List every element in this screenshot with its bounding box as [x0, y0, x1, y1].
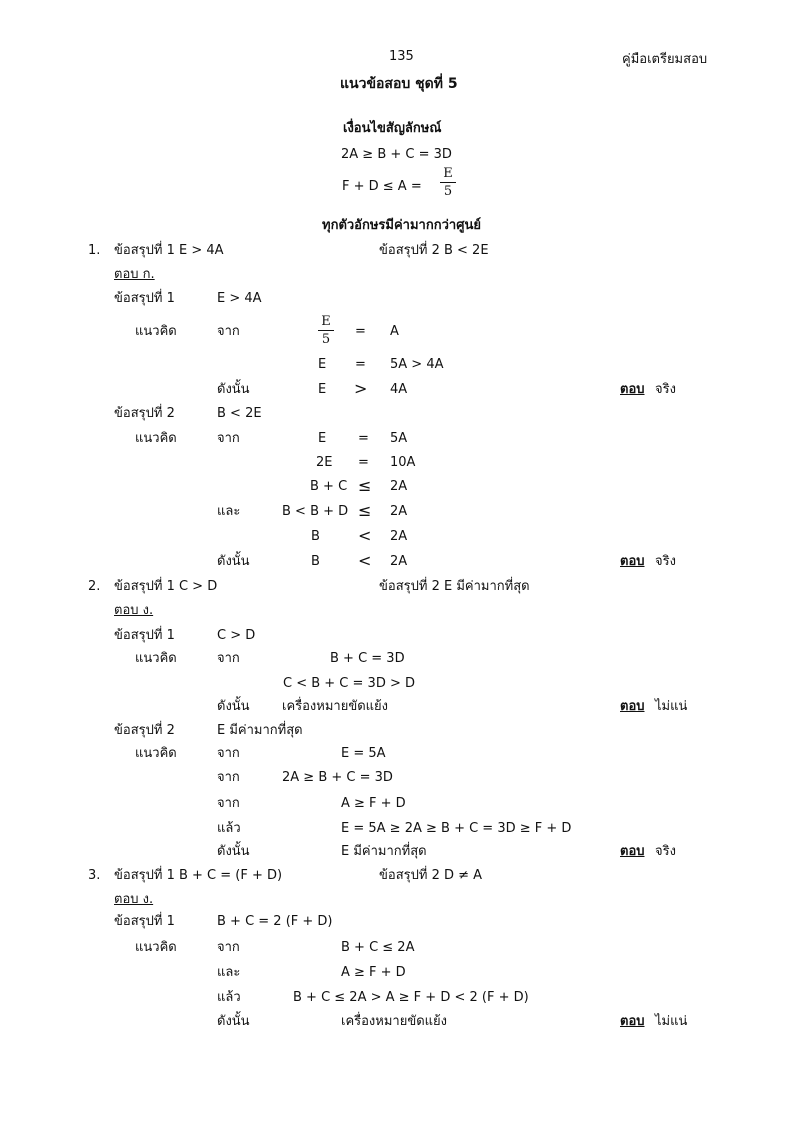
q1-conclusion-1: ข้อสรุปที่ 1 E > 4A — [114, 243, 224, 258]
q1-s2-label: ข้อสรุปที่ 2 — [114, 406, 175, 421]
q1-s2-lhs-5: B — [311, 529, 320, 544]
q1-s1-fraction — [318, 314, 334, 347]
q3-s1-contradiction: เครื่องหมายขัดแย้ง — [341, 1014, 448, 1029]
q1-s2-rhs-3: 2A — [390, 479, 408, 494]
q3-s1-idea: แนวคิด — [135, 940, 177, 955]
fraction-numerator: E — [443, 166, 453, 181]
q2-s1-expr-2: C < B + C = 3D > D — [283, 676, 415, 691]
q3-number: 3. — [88, 868, 101, 883]
q2-s2-expr-5: E มีค่ามากที่สุด — [341, 844, 427, 859]
q2-s2-expr-4: E = 5A ≥ 2A ≥ B + C = 3D ≥ F + D — [341, 821, 572, 836]
q2-s2-from-1: จาก — [217, 746, 240, 761]
q2-s1-statement: C > D — [217, 628, 256, 643]
q1-s2-rhs-4: 2A — [390, 504, 408, 519]
q3-s1-expr-2: A ≥ F + D — [341, 965, 406, 980]
q3-s1-expr-1: B + C ≤ 2A — [341, 940, 415, 955]
q1-s2-lhs-6: B — [311, 554, 320, 569]
fraction-numerator: E — [321, 314, 331, 329]
q1-s2-rhs-1: 5A — [390, 431, 408, 446]
q3-s1-from: จาก — [217, 940, 240, 955]
fraction-bar — [318, 330, 334, 331]
q2-s1-answer-label: ตอบ — [620, 699, 645, 714]
q1-s2-lhs-1: E — [318, 431, 327, 446]
page-title: แนวข้อสอบ ชุดที่ 5 — [340, 76, 458, 92]
q1-s2-rhs-5: 2A — [390, 529, 408, 544]
q1-s1-gt: > — [354, 379, 368, 398]
q2-s2-expr-1: E = 5A — [341, 746, 386, 761]
q1-s1-rhs-1: A — [390, 324, 399, 339]
fraction-bar — [440, 182, 456, 183]
q2-s2-expr-3: A ≥ F + D — [341, 796, 406, 811]
q1-number: 1. — [88, 243, 101, 258]
q1-s1-answer-value: จริง — [655, 382, 676, 397]
q1-s2-idea: แนวคิด — [135, 431, 177, 446]
q2-s1-idea: แนวคิด — [135, 651, 177, 666]
q3-s1-statement: B + C = 2 (F + D) — [217, 914, 333, 929]
q2-s2-answer-label: ตอบ — [620, 844, 645, 859]
book-title: คู่มือเตรียมสอบ — [622, 52, 708, 67]
q1-s2-le-2: ≤ — [358, 501, 372, 520]
q3-s1-and: และ — [217, 965, 241, 980]
fraction-denominator: 5 — [321, 332, 331, 347]
q1-s2-lt-2: < — [358, 551, 372, 570]
q3-s1-answer-label: ตอบ — [620, 1014, 645, 1029]
q1-s2-rhs-2: 10A — [390, 455, 416, 470]
q2-number: 2. — [88, 579, 101, 594]
q3-s1-therefore: ดังนั้น — [217, 1014, 250, 1029]
conditions-note: ทุกตัวอักษรมีค่ามากกว่าศูนย์ — [322, 218, 481, 233]
q1-s1-rhs-2: 5A > 4A — [390, 357, 444, 372]
q2-s1-contradiction: เครื่องหมายขัดแย้ง — [282, 699, 389, 714]
q2-s2-from-3: จาก — [217, 796, 240, 811]
q1-s1-lhs-2: E — [318, 357, 327, 372]
q2-s2-therefore: ดังนั้น — [217, 844, 250, 859]
q1-s2-statement: B < 2E — [217, 406, 262, 421]
q1-s1-rhs-3: 4A — [390, 382, 408, 397]
condition-fraction — [440, 166, 456, 199]
q2-s2-expr-2: 2A ≥ B + C = 3D — [282, 770, 393, 785]
q2-s2-label: ข้อสรุปที่ 2 — [114, 723, 175, 738]
q3-conclusion-2: ข้อสรุปที่ 2 D ≠ A — [379, 868, 483, 883]
q1-answer: ตอบ ก. — [114, 267, 155, 282]
fraction-denominator: 5 — [443, 184, 453, 199]
q2-s2-from-2: จาก — [217, 770, 240, 785]
q2-conclusion-2: ข้อสรุปที่ 2 E มีค่ามากที่สุด — [379, 579, 530, 594]
q1-s2-rhs-6: 2A — [390, 554, 408, 569]
q2-s1-from: จาก — [217, 651, 240, 666]
q1-s2-lhs-2: 2E — [316, 455, 333, 470]
q1-conclusion-2: ข้อสรุปที่ 2 B < 2E — [379, 243, 489, 258]
q1-s1-therefore: ดังนั้น — [217, 382, 250, 397]
q1-s1-eq-2: = — [355, 357, 366, 372]
page-number: 135 — [389, 49, 414, 64]
condition-line-1: 2A ≥ B + C = 3D — [341, 147, 452, 162]
q1-s1-lhs-3: E — [318, 382, 327, 397]
q1-s2-lt-1: < — [358, 526, 372, 545]
q1-s1-label: ข้อสรุปที่ 1 — [114, 291, 175, 306]
q1-s1-eq-1: = — [355, 324, 366, 339]
q2-conclusion-1: ข้อสรุปที่ 1 C > D — [114, 579, 218, 594]
q3-s1-expr-3: B + C ≤ 2A > A ≥ F + D < 2 (F + D) — [293, 990, 529, 1005]
q1-s2-eq-2: = — [358, 455, 369, 470]
q2-s2-idea: แนวคิด — [135, 746, 177, 761]
q2-s2-then: แล้ว — [217, 821, 241, 836]
q1-s2-answer-label: ตอบ — [620, 554, 645, 569]
q3-s1-answer-value: ไม่แน่ — [655, 1014, 688, 1029]
conditions-heading: เงื่อนไขสัญลักษณ์ — [343, 121, 442, 136]
q2-s2-answer-value: จริง — [655, 844, 676, 859]
q1-s2-answer-value: จริง — [655, 554, 676, 569]
q3-conclusion-1: ข้อสรุปที่ 1 B + C = (F + D) — [114, 868, 283, 883]
q1-s2-eq-1: = — [358, 431, 369, 446]
q2-s1-therefore: ดังนั้น — [217, 699, 250, 714]
q2-s1-expr-1: B + C = 3D — [330, 651, 405, 666]
q2-answer: ตอบ ง. — [114, 603, 154, 618]
q2-s2-statement: E มีค่ามากที่สุด — [217, 723, 303, 738]
q2-s1-label: ข้อสรุปที่ 1 — [114, 628, 175, 643]
q1-s2-lhs-4: B < B + D — [282, 504, 349, 519]
condition-line-2: F + D ≤ A = — [342, 179, 422, 194]
q1-s1-statement: E > 4A — [217, 291, 262, 306]
q1-s2-therefore: ดังนั้น — [217, 554, 250, 569]
q1-s2-and: และ — [217, 504, 241, 519]
q3-s1-then: แล้ว — [217, 990, 241, 1005]
q1-s1-answer-label: ตอบ — [620, 382, 645, 397]
q1-s2-le-1: ≤ — [358, 476, 372, 495]
q2-s1-answer-value: ไม่แน่ — [655, 699, 688, 714]
q3-s1-label: ข้อสรุปที่ 1 — [114, 914, 175, 929]
q1-s2-from: จาก — [217, 431, 240, 446]
q1-s2-lhs-3: B + C — [310, 479, 348, 494]
q1-s1-idea: แนวคิด — [135, 324, 177, 339]
q3-answer: ตอบ ง. — [114, 892, 154, 907]
q1-s1-from: จาก — [217, 324, 240, 339]
